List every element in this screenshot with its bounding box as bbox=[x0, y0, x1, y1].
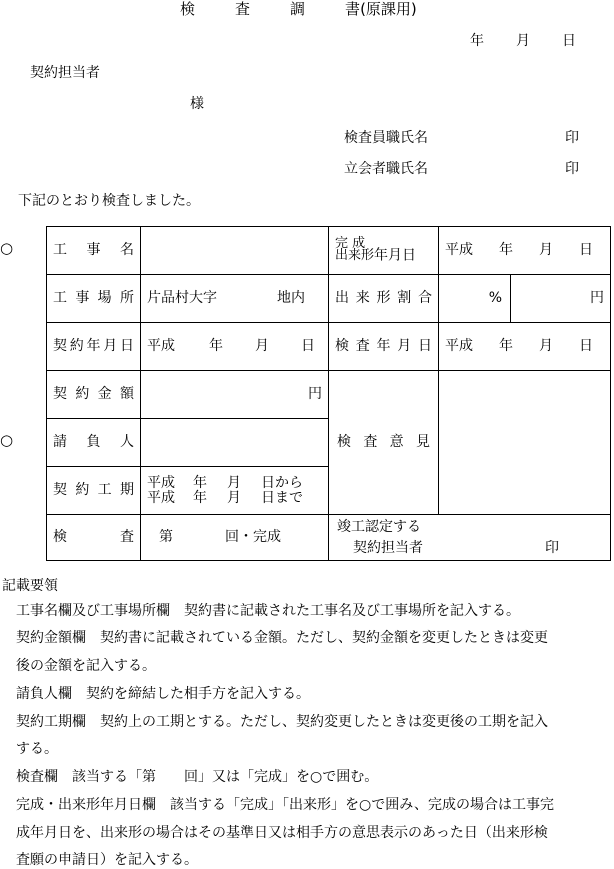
contract-amount-label: 契約金額 bbox=[47, 371, 141, 419]
title-suffix: (原課用) bbox=[360, 0, 417, 18]
site-suffix: 地内 bbox=[277, 290, 305, 307]
period-label: 契約工期 bbox=[47, 467, 141, 515]
completion-label: 完 成 bbox=[335, 235, 366, 251]
progress-percent[interactable]: % bbox=[439, 275, 511, 323]
inspection-count-value[interactable] bbox=[141, 515, 329, 561]
day-label: 日 bbox=[579, 338, 593, 355]
witness-seal: 印 bbox=[565, 161, 579, 177]
month-label: 月 bbox=[539, 338, 553, 355]
date-day: 日 bbox=[562, 33, 576, 49]
seal-mark: 印 bbox=[545, 539, 559, 556]
era-label: 平成 bbox=[445, 242, 473, 259]
era-label: 平成 bbox=[147, 338, 175, 355]
inspection-label: 検 査 bbox=[47, 515, 141, 561]
contractor-value[interactable] bbox=[141, 419, 329, 467]
period-to: 日まで bbox=[261, 489, 303, 506]
era-label: 平成 bbox=[445, 338, 473, 355]
instruction-line: 完成・出来形年月日欄 該当する「完成」「出来形」を○で囲み、完成の場合は工事完 bbox=[16, 797, 555, 813]
instruction-line: 契約工期欄 契約上の工期とする。ただし、契約変更したときは変更後の工期を記入 bbox=[16, 714, 548, 730]
month-label: 月 bbox=[227, 474, 241, 491]
era-label: 平成 bbox=[147, 474, 175, 491]
day-label: 日 bbox=[579, 242, 593, 259]
month-label: 月 bbox=[539, 242, 553, 259]
document-title bbox=[180, 2, 417, 17]
year-label: 年 bbox=[499, 338, 513, 355]
year-label: 年 bbox=[193, 474, 207, 491]
inspection-opinion-label: 検 査 意 見 bbox=[329, 371, 439, 515]
inspection-suffix: 回・完成 bbox=[225, 529, 281, 546]
contractor-label: 請 負 人 bbox=[47, 419, 141, 467]
completion-cert-signer bbox=[335, 541, 604, 556]
table-row bbox=[47, 371, 611, 419]
table-row bbox=[47, 323, 611, 371]
instruction-line: 検査欄 該当する「第 回」又は「完成」を○で囲む。 bbox=[16, 769, 379, 785]
table-row bbox=[47, 515, 611, 561]
completion-date-label bbox=[329, 227, 439, 275]
table-row bbox=[47, 275, 611, 323]
date-month: 月 bbox=[516, 33, 530, 49]
inspector-seal: 印 bbox=[565, 130, 579, 146]
contract-date-value[interactable] bbox=[141, 323, 329, 371]
title-char: 調 bbox=[290, 0, 306, 18]
title-char: 書 bbox=[345, 0, 361, 18]
circle-mark: ○ bbox=[0, 431, 14, 449]
date-suffix: 年月日 bbox=[374, 247, 417, 264]
completion-date-value[interactable] bbox=[439, 227, 611, 275]
instruction-line: 後の金額を記入する。 bbox=[16, 658, 156, 674]
inspection-table bbox=[46, 226, 611, 561]
document-date bbox=[470, 34, 576, 48]
progress-amount[interactable]: 円 bbox=[511, 275, 611, 323]
inspection-date-label: 検査年月日 bbox=[329, 323, 439, 371]
instruction-line: する。 bbox=[16, 741, 58, 757]
instruction-line: 査願の申請日）を記入する。 bbox=[16, 852, 198, 868]
site-label: 工事場所 bbox=[47, 275, 141, 323]
inspection-opinion-value[interactable] bbox=[439, 371, 611, 515]
inspector-name-label: 検査員職氏名 bbox=[344, 130, 428, 146]
contract-date-label: 契約年月日 bbox=[47, 323, 141, 371]
instructions-heading: 記載要領 bbox=[2, 578, 58, 594]
circle-mark: ○ bbox=[0, 239, 14, 257]
instruction-line: 成年月日を、出来形の場合はその基準日又は相手方の意思表示のあった日（出来形検 bbox=[16, 825, 548, 841]
year-label: 年 bbox=[209, 338, 223, 355]
project-name-value[interactable] bbox=[141, 227, 329, 275]
period-value[interactable] bbox=[141, 467, 329, 515]
site-value[interactable] bbox=[141, 275, 329, 323]
title-char: 査 bbox=[235, 0, 251, 18]
progress-ratio-label: 出来形割合 bbox=[329, 275, 439, 323]
instruction-line: 工事名欄及び工事場所欄 契約書に記載された工事名及び工事場所を記入する。 bbox=[16, 603, 520, 619]
site-village: 片品村大字 bbox=[147, 290, 217, 307]
contract-amount-value[interactable]: 円 bbox=[141, 371, 329, 419]
date-year: 年 bbox=[470, 33, 484, 49]
completion-cert-text: 竣工認定する bbox=[337, 518, 421, 535]
instruction-line: 請負人欄 契約を締結した相手方を記入する。 bbox=[16, 686, 310, 702]
contract-officer: 契約担当者 bbox=[353, 539, 423, 556]
year-label: 年 bbox=[499, 242, 513, 259]
year-label: 年 bbox=[193, 489, 207, 506]
intro-text: 下記のとおり検査しました。 bbox=[18, 193, 200, 209]
table-row bbox=[47, 227, 611, 275]
inspection-prefix: 第 bbox=[159, 529, 173, 546]
inspection-date-value[interactable] bbox=[439, 323, 611, 371]
instruction-line: 契約金額欄 契約書に記載されている金額。ただし、契約金額を変更したときは変更 bbox=[16, 630, 548, 646]
contract-officer-label: 契約担当者 bbox=[30, 65, 100, 81]
day-label: 日 bbox=[301, 338, 315, 355]
witness-name-label: 立会者職氏名 bbox=[344, 161, 428, 177]
period-from: 日から bbox=[261, 474, 303, 491]
era-label: 平成 bbox=[147, 489, 175, 506]
title-char: 検 bbox=[180, 0, 196, 18]
month-label: 月 bbox=[255, 338, 269, 355]
month-label: 月 bbox=[227, 489, 241, 506]
progress-label: 出来形 bbox=[335, 248, 375, 264]
completion-certification bbox=[329, 515, 611, 561]
project-name-label: 工 事 名 bbox=[47, 227, 141, 275]
honorific: 様 bbox=[190, 96, 204, 112]
